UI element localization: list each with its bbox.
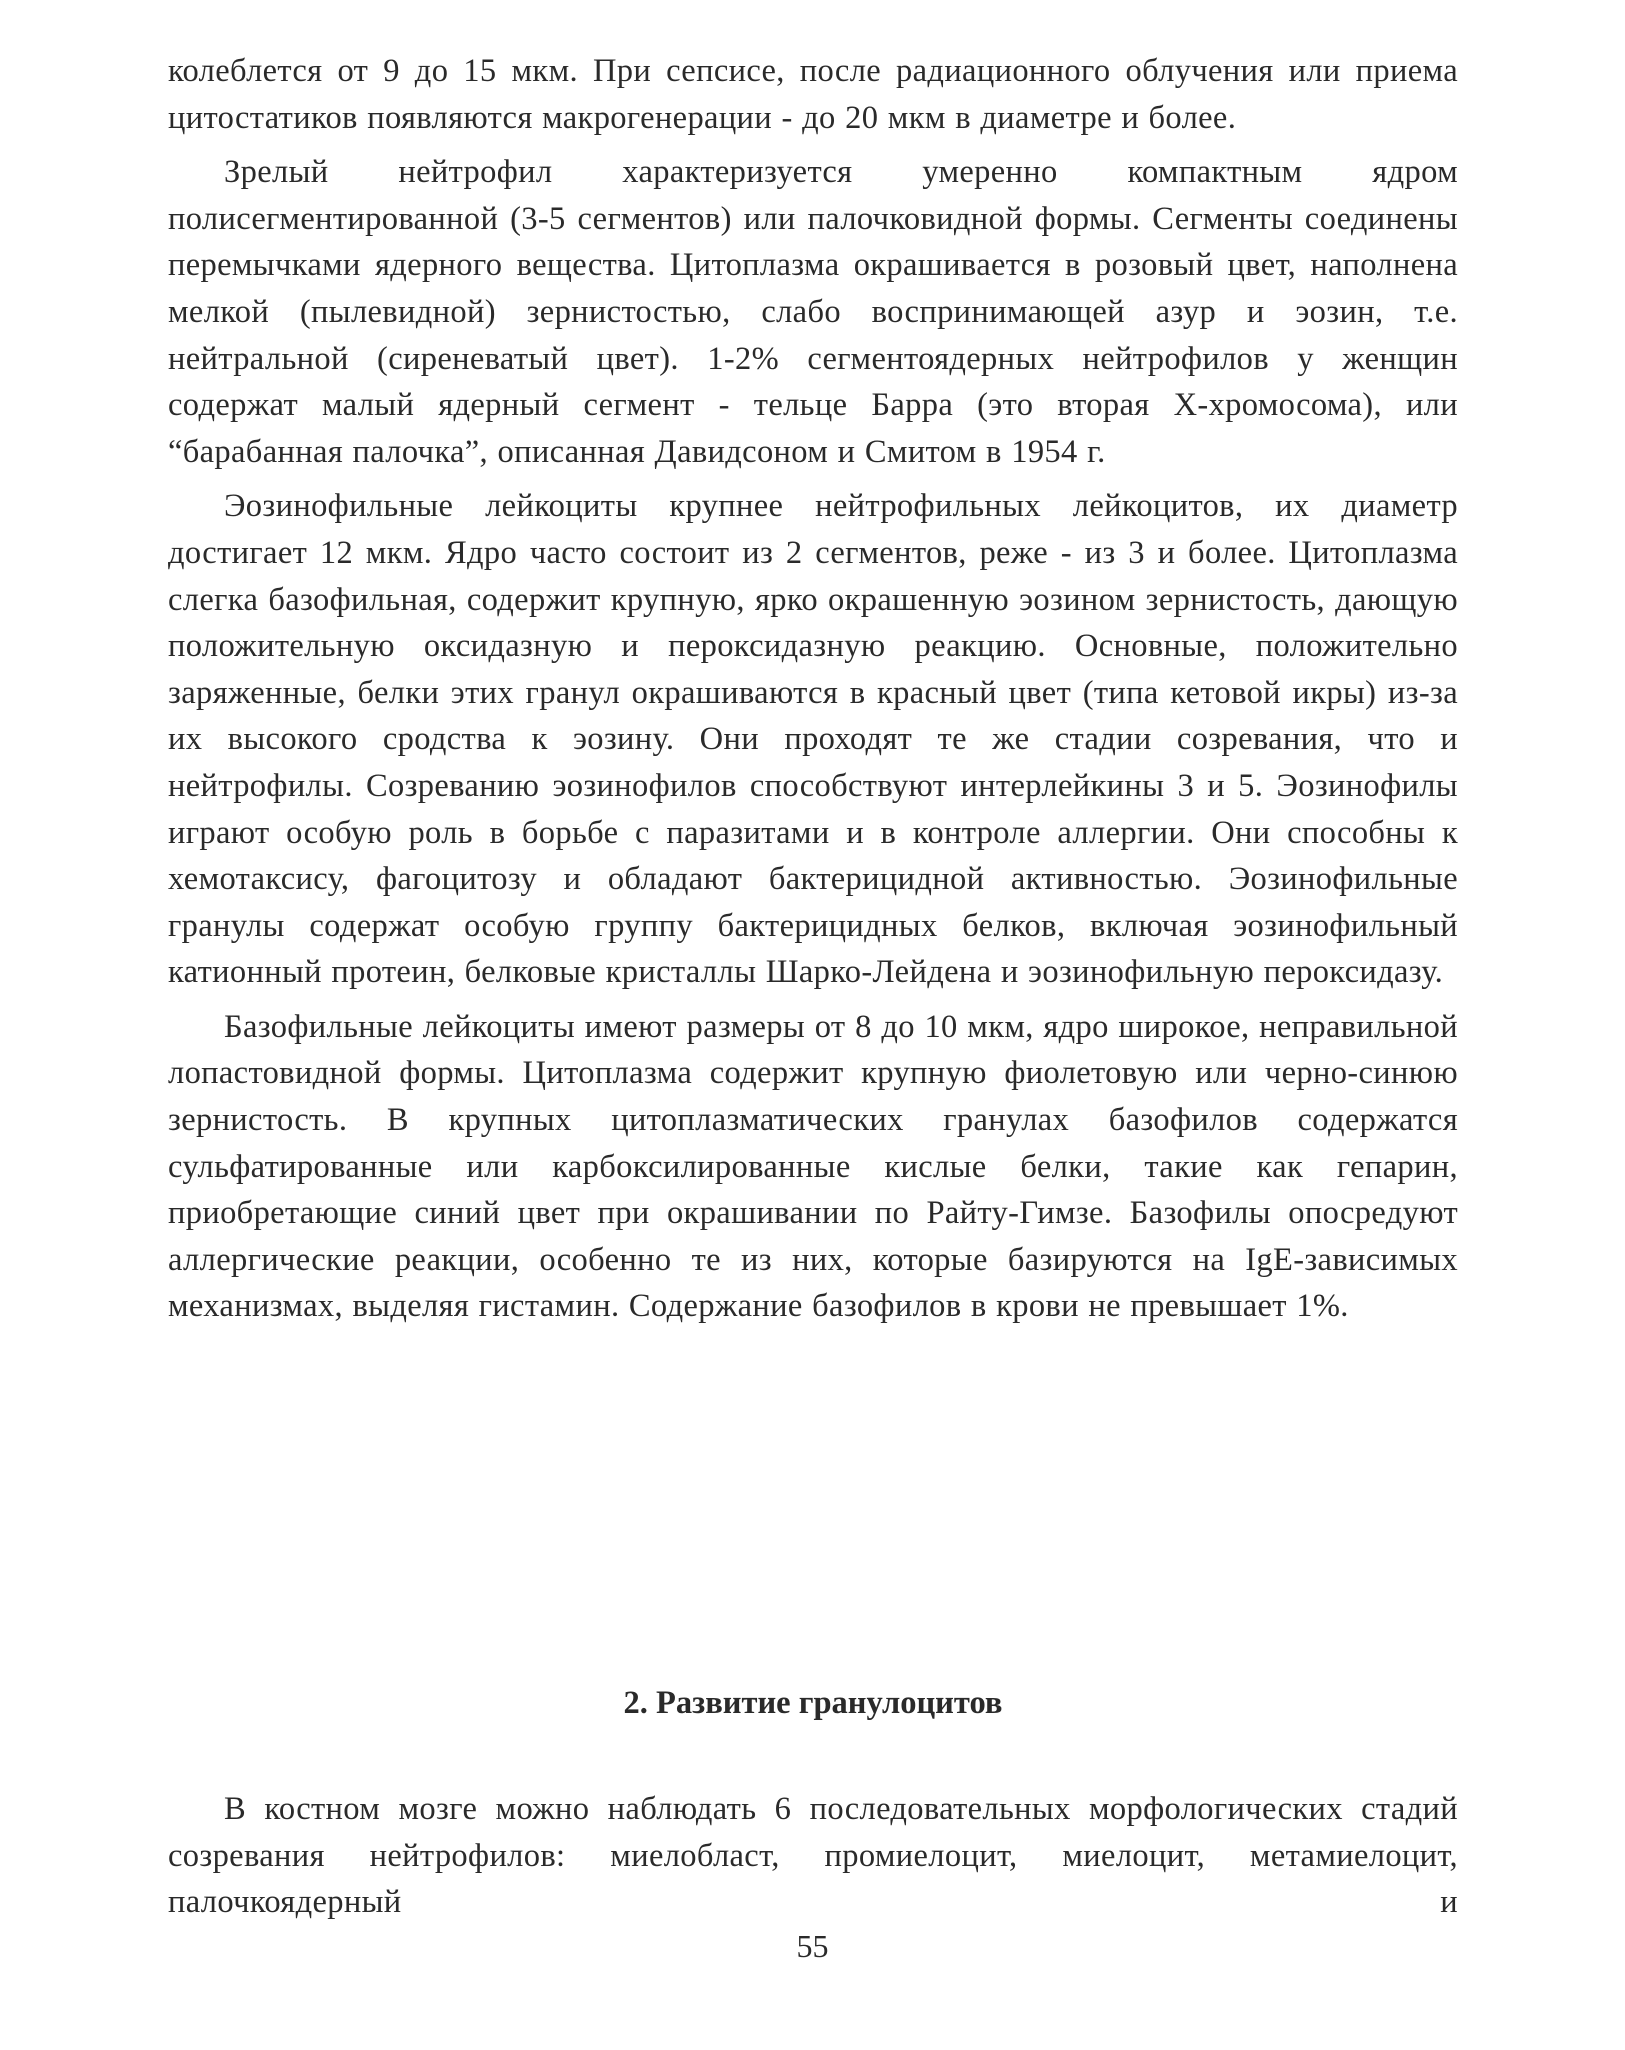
paragraph-granulocyte-development: В костном мозге можно наблюдать 6 последовательных морфологических стадий созревания нейтрофилов: миелобласт, промиелоцит, миелоцит, метамиелоцит, палочкоядерный и bbox=[168, 1791, 1458, 1921]
body-text bbox=[168, 48, 1458, 1330]
paragraph-eosinophil: Эозинофильные лейкоциты крупнее нейтрофильных лейкоцитов, их диаметр достигает 12 мкм. Ядро часто состоит из 2 сегментов, реже - из 3 и более. Цитоплазма слегка базофильная, содержит крупную, ярко окрашенную эозином зернистость, дающую положительную оксидазную и пероксидазную реакцию. Основные, положительно заряженные, белки этих гранул окрашиваются в красный цвет (типа кетовой икры) из-за их высокого сродства к эозину. Они проходят те же стадии созревания, что и нейтрофилы. Созреванию эозинофилов способствуют интерлейкины 3 и 5. Эозинофилы играют особую роль в борьбе с паразитами и в контроле аллергии. Они способны к хемотаксису, фагоцитозу и обладают бактерицидной активностью. Эозинофильные гранулы содержат особую группу бактерицидных белков, включая эозинофильный катионный протеин, белковые кристаллы Шарко-Лейдена и эозинофильную пероксидазу. bbox=[168, 488, 1458, 991]
paragraph-neutrophil: Зрелый нейтрофил характеризуется умеренно компактным ядром полисегментированной (3-5 сегментов) или палочковидной формы. Сегменты соединены перемычками ядерного вещества. Цитоплазма окрашивается в розовый цвет, наполнена мелкой (пылевидной) зернистостью, слабо воспринимающей азур и эозин, т.е. нейтральной (сиреневатый цвет). 1-2% сегментоядерных нейтрофилов у женщин содержат малый ядерный сегмент - тельце Барра (это вторая Х-хромосома), или “барабанная палочка”, описанная Давидсоном и Смитом в 1954 г. bbox=[168, 154, 1458, 470]
section-body bbox=[168, 1786, 1458, 1926]
section-heading: 2. Развитие гранулоцитов bbox=[623, 1685, 1003, 1721]
paragraph-continuation: колеблется от 9 до 15 мкм. При сепсисе, после радиационного облучения или приема цитостатиков появляются макрогенерации - до 20 мкм в диаметре и более. bbox=[168, 53, 1458, 136]
paragraph-basophil: Базофильные лейкоциты имеют размеры от 8 до 10 мкм, ядро широкое, неправильной лопастовидной формы. Цитоплазма содержит крупную фиолетовую или черно-синюю зернистость. В крупных цитоплазматических гранулах базофилов содержатся сульфатированные или карбоксилированные кислые белки, такие как гепарин, приобретающие синий цвет при окрашивании по Райту-Гимзе. Базофилы опосредуют аллергические реакции, особенно те из них, которые базируются на IgE-зависимых механизмах, выделяя гистамин. Содержание базофилов в крови не превышает 1%. bbox=[168, 1008, 1458, 1325]
page-number: 55 bbox=[796, 1928, 829, 1964]
